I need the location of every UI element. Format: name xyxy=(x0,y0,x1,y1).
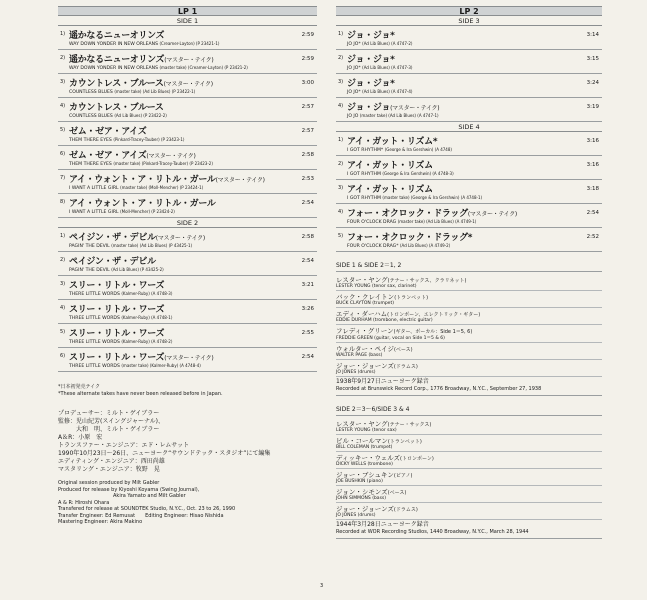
track-row xyxy=(336,180,602,204)
track-title-ja: スリー・リトル・ワーズ(マスター・テイク) xyxy=(69,353,214,363)
track-duration: 2:54 xyxy=(301,354,314,360)
lp1-column xyxy=(58,6,317,526)
member-name-ja: ジョー・ジョーンズ(ドラムス) xyxy=(336,505,418,513)
track-credit: (Ad Lib Blues) (P 23422-2) xyxy=(114,113,167,118)
track-title-ja: ジョ・ジョ* xyxy=(347,55,395,65)
member-role-ja: (ドラムス) xyxy=(393,364,418,370)
track-row xyxy=(336,50,602,74)
track-number: 5) xyxy=(60,127,66,133)
member-role-ja: (トランペット) xyxy=(394,295,429,301)
track-number: 2) xyxy=(338,55,344,61)
track-title-ja: アイ・ウォント・ア・リトル・ガール(マスター・テイク) xyxy=(69,175,265,185)
lp2-header: LP 2 xyxy=(336,6,602,16)
track-title-ja: ジョ・ジョ(マスター・テイク) xyxy=(347,103,440,113)
track-title-en: COUNTLESS BLUES (master take) (Ad Lib Blues) (P 23422-1) xyxy=(69,89,196,95)
track-number: 8) xyxy=(60,199,66,205)
credits-english xyxy=(58,480,317,526)
track-title-ja: アイ・ウォント・ア・リトル・ガール xyxy=(69,199,216,209)
track-duration: 3:18 xyxy=(586,186,599,192)
track-number: 2) xyxy=(60,257,66,263)
personnel-member xyxy=(336,360,602,377)
track-title-en: I GOT RHYTHM (master take) (George & Ira Gershwin) (A 4748-1) xyxy=(347,195,483,201)
track-number: 5) xyxy=(60,329,66,335)
credit-line: 大和 明、ミルト・ゲイブラー xyxy=(58,426,160,433)
track-row xyxy=(58,348,317,372)
track-title-en: I GOT RHYTHM* (George & Ira Gershwin) (A 4748) xyxy=(347,147,452,153)
track-row xyxy=(58,276,317,300)
credit-line: A & R: Hiroshi Ohara xyxy=(58,499,110,506)
member-name-en: JOE BUSHKIN (piano) xyxy=(336,479,383,484)
member-role-ja: (トロンボーン、エレクトリック・ギター) xyxy=(387,312,481,318)
personnel-list xyxy=(336,418,602,520)
track-credit: (master take) (Ad Lib Blues) (P 23422-1) xyxy=(114,89,196,94)
personnel-member xyxy=(336,435,602,452)
track-credit: (Creamer-Layton) (P 23421-1) xyxy=(159,41,220,46)
track-duration: 2:58 xyxy=(301,234,314,240)
member-name-en: EDDIE DURHAM (trombone, electric guitar) xyxy=(336,318,433,323)
track-credit: (Kalmer-Ruby) (A 4748-1) xyxy=(121,315,173,320)
track-number: 2) xyxy=(338,161,344,167)
personnel-session-2 xyxy=(336,404,602,539)
side1-tracklist xyxy=(58,26,317,218)
track-title-ja: フォー・オクロック・ドラッグ* xyxy=(347,233,473,243)
track-row xyxy=(58,146,317,170)
credit-line: A＆R：小原 宏 xyxy=(58,434,103,441)
member-name-en: JO JONES (drums) xyxy=(336,513,376,518)
track-row xyxy=(336,132,602,156)
track-title-ja: 遥かなるニューオリンズ(マスター・テイク) xyxy=(69,55,214,65)
member-role-ja: (ピアノ) xyxy=(393,473,413,479)
personnel-list xyxy=(336,274,602,377)
member-name-ja: エディ・ダーハム(トロンボーン、エレクトリック・ギター) xyxy=(336,310,481,318)
member-role-ja: (テナー・サックス) xyxy=(387,422,432,428)
credit-line: Produced for release by Kiyoshi Koyama (Swing Journal), xyxy=(58,486,200,493)
track-row xyxy=(58,98,317,122)
personnel-session-1 xyxy=(336,260,602,396)
track-number: 4) xyxy=(60,305,66,311)
lp1-header: LP 1 xyxy=(58,6,317,16)
credit-line: Transfer Engineer: Ed Remusat Editing Engineer: Hisao Nishida xyxy=(58,512,224,519)
track-title-en: PAGIN' THE DEVIL (Ad Lib Blues) (P 43425-2) xyxy=(69,267,164,273)
credit-line: プロデューサー：ミルト・ゲイブラー xyxy=(58,410,160,417)
track-row xyxy=(336,204,602,228)
track-title-en: JO JO* (Ad Lib Blues) (A 4747-3) xyxy=(347,65,413,71)
member-name-ja: レスター・ヤング(テナー・サックス) xyxy=(336,420,432,428)
track-duration: 2:54 xyxy=(301,258,314,264)
track-row xyxy=(336,228,602,252)
personnel-member xyxy=(336,274,602,291)
track-title-en: WAY DOWN YONDER IN NEW ORLEANS (master take) (Creamer-Layton) (P 23421-2) xyxy=(69,65,248,71)
take-note: (マスター・テイク) xyxy=(146,153,196,160)
track-number: 1) xyxy=(60,233,66,239)
credit-line: マスタリング・エンジニア：牧野 晃 xyxy=(58,466,160,473)
track-credit: (Pinkard-Tracey-Tauber) (P 23423-1) xyxy=(113,137,185,142)
track-credit: (Ad Lib Blues) (A 4747-3) xyxy=(362,65,413,70)
track-title-ja: ジョ・ジョ* xyxy=(347,79,395,89)
track-row xyxy=(58,26,317,50)
track-credit: (Kalmer-Ruby) (A 4748-2) xyxy=(121,339,173,344)
member-name-ja: ジョー・ブシュキン(ピアノ) xyxy=(336,471,413,479)
track-title-en: I WANT A LITTLE GIRL (master take) (Moll-Mencher) (P 23424-1) xyxy=(69,185,204,191)
personnel-title: SIDE 1 & SIDE 2＝1, 2 xyxy=(336,260,602,272)
track-credit: (master take) (Kalmer-Ruby) (A 4748-4) xyxy=(121,363,201,368)
track-number: 4) xyxy=(338,209,344,215)
member-role-ja: (テナー・サックス、クラリネット) xyxy=(387,278,467,284)
track-duration: 3:00 xyxy=(301,80,314,86)
personnel-member xyxy=(336,452,602,469)
member-name-ja: レスター・ヤング(テナー・サックス、クラリネット) xyxy=(336,276,467,284)
credit-line: エディティング・エンジニア：西田尚雄 xyxy=(58,458,165,465)
track-title-ja: ペイジン・ザ・デビル xyxy=(69,257,156,267)
track-credit: (Ad Lib Blues) (A 4747-4) xyxy=(362,89,413,94)
track-duration: 2:54 xyxy=(586,210,599,216)
page-number: 3 xyxy=(320,583,324,589)
track-title-ja: スリー・リトル・ワーズ xyxy=(69,305,165,315)
side4-tracklist xyxy=(336,132,602,252)
track-row xyxy=(58,74,317,98)
track-duration: 3:24 xyxy=(586,80,599,86)
track-row xyxy=(58,228,317,252)
member-name-en: FREDDIE GREEN (guitar, vocal on Side 1＝5 & 6) xyxy=(336,336,445,341)
track-row xyxy=(336,98,602,122)
track-duration: 2:57 xyxy=(301,128,314,134)
credit-line: トランスファー・エンジニア：エド・レムサット xyxy=(58,442,190,449)
side3-header: SIDE 3 xyxy=(336,16,602,26)
track-title-ja: ゼム・ゼア・アイズ(マスター・テイク) xyxy=(69,151,196,161)
track-duration: 3:16 xyxy=(586,162,599,168)
track-number: 4) xyxy=(60,103,66,109)
side3-tracklist xyxy=(336,26,602,122)
track-row xyxy=(58,122,317,146)
track-credit: (master take) (Pinkard-Tracey-Tauber) (P 23423-2) xyxy=(113,161,213,166)
track-title-en: PAGIN' THE DEVIL (master take) (Ad Lib Blues) (P 43425-1) xyxy=(69,243,193,249)
member-name-ja: ウォルター・ペイジ(ベース) xyxy=(336,345,413,353)
track-title-en: THREE LITTLE WORDS (master take) (Kalmer-Ruby) (A 4748-4) xyxy=(69,363,201,369)
member-role-ja: (ギター、ボーカル：Side 1＝5, 6) xyxy=(393,329,473,335)
track-credit: (George & Ira Gershwin) (A 4748-3) xyxy=(382,171,454,176)
credit-line: Akira Yamato and Milt Gabler xyxy=(58,493,186,499)
track-credit: (George & Ira Gershwin) (A 4748) xyxy=(384,147,452,152)
track-duration: 3:14 xyxy=(586,32,599,38)
track-credit: (Ad Lib Blues) (A 4747-2) xyxy=(362,41,413,46)
take-note: (マスター・テイク) xyxy=(164,57,214,64)
track-title-en: WAY DOWN YONDER IN NEW ORLEANS (Creamer-Layton) (P 23421-1) xyxy=(69,41,220,47)
track-title-ja: ペイジン・ザ・デビル(マスター・テイク) xyxy=(69,233,205,243)
track-credit: (master take) (Ad Lib Blues) (A 4747-1) xyxy=(359,113,439,118)
personnel-member xyxy=(336,486,602,503)
credits-japanese xyxy=(58,410,317,474)
track-number: 3) xyxy=(338,79,344,85)
member-name-en: JO JONES (drums) xyxy=(336,370,376,375)
credit-line: Transfered for release at SOUNDTEK Studio, N.Y.C., Oct. 23 to 26, 1990 xyxy=(58,506,236,512)
track-number: 5) xyxy=(338,233,344,239)
track-number: 7) xyxy=(60,175,66,181)
release-notes xyxy=(58,384,317,398)
recording-en: Recorded at Brunswick Record Corp., 1776 Broadway, N.Y.C., September 27, 1938 xyxy=(336,385,542,392)
recording-en: Recorded at WOR Recording Studios, 1440 Broadway, N.Y.C., March 28, 1944 xyxy=(336,528,529,535)
credit-line: 1990年10月23日〜26日、ニューヨーク“サウンドテック・スタジオ”にて編集 xyxy=(58,450,271,457)
personnel-title: SIDE 2＝3〜6/SIDE 3 & 4 xyxy=(336,404,602,416)
member-name-ja: ディッキー・ウェルズ(トロンボーン) xyxy=(336,454,434,462)
track-duration: 2:57 xyxy=(301,104,314,110)
track-duration: 2:54 xyxy=(301,200,314,206)
note-ja: *日本初発売テイク xyxy=(58,384,101,390)
track-title-en: JO JO (master take) (Ad Lib Blues) (A 4747-1) xyxy=(347,113,439,119)
track-credit: (master take) (Ad Lib Blues) (A 4749-1) xyxy=(397,219,477,224)
track-title-en: THREE LITTLE WORDS (Kalmer-Ruby) (A 4748-2) xyxy=(69,339,173,345)
track-number: 3) xyxy=(60,281,66,287)
track-row xyxy=(336,156,602,180)
track-duration: 2:59 xyxy=(301,32,314,38)
track-number: 1) xyxy=(338,31,344,37)
side1-header: SIDE 1 xyxy=(58,16,317,26)
track-title-en: THEM THERE EYES (Pinkard-Tracey-Tauber) (P 23423-1) xyxy=(69,137,185,143)
track-title-en: FOUR O'CLOCK DRAG (master take) (Ad Lib Blues) (A 4749-1) xyxy=(347,219,477,225)
track-title-ja: スリー・リトル・ワーズ xyxy=(69,329,165,339)
recording-ja: 1938年9月27日ニューヨーク録音 xyxy=(336,378,429,385)
track-title-en: THEM THERE EYES (master take) (Pinkard-Tracey-Tauber) (P 23423-2) xyxy=(69,161,213,167)
credit-line: Mastering Engineer: Akira Makino xyxy=(58,519,143,525)
member-name-en: LESTER YOUNG (tenor sax, clarinet) xyxy=(336,284,417,289)
track-duration: 2:53 xyxy=(301,176,314,182)
recording-info xyxy=(336,377,602,396)
track-duration: 2:58 xyxy=(301,152,314,158)
track-title-ja: フォー・オクロック・ドラッグ(マスター・テイク) xyxy=(347,209,517,219)
track-title-en: COUNTLESS BLUES (Ad Lib Blues) (P 23422-2) xyxy=(69,113,167,119)
recording-info xyxy=(336,520,602,539)
credit-line: 監修：児山紀芳(スイングジャーナル)、 xyxy=(58,418,165,425)
track-credit: (master take) (Moll-Mencher) (P 23424-1) xyxy=(120,185,204,190)
member-name-ja: バック・クレイトン(トランペット) xyxy=(336,293,429,301)
track-duration: 2:52 xyxy=(586,234,599,240)
track-title-ja: カウントレス・ブルース xyxy=(69,103,164,113)
track-row xyxy=(58,252,317,276)
side2-header: SIDE 2 xyxy=(58,218,317,228)
note-en: *These alternate takes have never been released before in Japan. xyxy=(58,391,223,397)
track-row xyxy=(336,26,602,50)
member-name-en: WALTER PAGE (bass) xyxy=(336,353,383,358)
member-role-ja: (トロンボーン) xyxy=(400,456,434,462)
track-title-en: JO JO* (Ad Lib Blues) (A 4747-4) xyxy=(347,89,413,95)
take-note: (マスター・テイク) xyxy=(163,81,213,88)
track-title-en: THREE LITTLE WORDS (Kalmer-Ruby) (A 4748-1) xyxy=(69,315,173,321)
track-credit: (master take) (Creamer-Layton) (P 23421-2) xyxy=(159,65,248,70)
take-note: (マスター・テイク) xyxy=(467,211,517,218)
track-row xyxy=(336,74,602,98)
track-title-ja: アイ・ガット・リズム xyxy=(347,185,433,195)
track-credit: (Moll-Mencher) (P 23424-2) xyxy=(120,209,175,214)
track-title-en: I GOT RHYTHM (George & Ira Gershwin) (A 4748-3) xyxy=(347,171,454,177)
member-name-ja: ジョー・ジョーンズ(ドラムス) xyxy=(336,362,418,370)
track-number: 1) xyxy=(60,31,66,37)
take-note: (マスター・テイク) xyxy=(215,177,265,184)
track-title-ja: アイ・ガット・リズム* xyxy=(347,137,438,147)
track-credit: (master take) (George & Ira Gershwin) (A 4748-1) xyxy=(382,195,483,200)
track-title-ja: カウントレス・ブルース(マスター・テイク) xyxy=(69,79,213,89)
track-duration: 3:16 xyxy=(586,138,599,144)
track-row xyxy=(58,50,317,74)
track-credit: (Kalmer-Ruby) (A 4748-3) xyxy=(121,291,173,296)
credit-line: Original session produced by Milt Gabler xyxy=(58,480,160,486)
track-row xyxy=(58,170,317,194)
track-title-ja: アイ・ガット・リズム xyxy=(347,161,433,171)
track-number: 3) xyxy=(60,79,66,85)
personnel-member xyxy=(336,503,602,520)
track-credit: (Ad Lib Blues) (P 43425-2) xyxy=(111,267,164,272)
take-note: (マスター・テイク) xyxy=(390,105,440,112)
member-role-ja: (ベース) xyxy=(387,490,407,496)
take-note: (マスター・テイク) xyxy=(155,235,205,242)
track-title-ja: スリー・リトル・ワーズ xyxy=(69,281,165,291)
member-name-en: JOHN SIMMONS (bass) xyxy=(336,496,387,501)
track-number: 6) xyxy=(60,353,66,359)
track-row xyxy=(58,194,317,218)
track-duration: 3:26 xyxy=(301,306,314,312)
track-title-ja: ジョ・ジョ* xyxy=(347,31,395,41)
track-title-ja: 遥かなるニューオリンズ xyxy=(69,31,165,41)
member-name-ja: ジョン・シモンズ(ベース) xyxy=(336,488,407,496)
track-number: 1) xyxy=(338,137,344,143)
track-duration: 2:59 xyxy=(301,56,314,62)
track-number: 2) xyxy=(60,55,66,61)
side4-header: SIDE 4 xyxy=(336,122,602,132)
track-number: 6) xyxy=(60,151,66,157)
member-role-ja: (トランペット) xyxy=(387,439,422,445)
personnel-member xyxy=(336,308,602,325)
track-title-en: THERE LITTLE WORDS (Kalmer-Ruby) (A 4748-3) xyxy=(69,291,173,297)
track-credit: (Ad Lib Blues) (A 4749-2) xyxy=(399,243,451,248)
track-row xyxy=(58,300,317,324)
track-title-ja: ゼム・ゼア・アイズ xyxy=(69,127,147,137)
take-note: (マスター・テイク) xyxy=(164,355,214,362)
personnel-member xyxy=(336,418,602,435)
track-number: 3) xyxy=(338,185,344,191)
recording-ja: 1944年3月28日ニューヨーク録音 xyxy=(336,521,429,528)
member-name-en: DICKY WELLS (trombone) xyxy=(336,462,393,467)
track-row xyxy=(58,324,317,348)
track-duration: 3:19 xyxy=(586,104,599,110)
member-role-ja: (ドラムス) xyxy=(393,507,418,513)
personnel-member xyxy=(336,343,602,360)
member-role-ja: (ベース) xyxy=(393,347,413,353)
lp2-column xyxy=(336,6,602,539)
track-title-en: JO JO* (Ad Lib Blues) (A 4747-2) xyxy=(347,41,413,47)
member-name-ja: ビル・コールマン(トランペット) xyxy=(336,437,422,445)
track-title-en: I WANT A LITTLE GIRL (Moll-Mencher) (P 23424-2) xyxy=(69,209,175,215)
personnel-member xyxy=(336,325,602,343)
member-name-ja: フレディ・グリーン(ギター、ボーカル：Side 1＝5, 6) xyxy=(336,327,473,335)
side2-tracklist xyxy=(58,228,317,372)
track-duration: 3:21 xyxy=(301,282,314,288)
track-credit: (master take) (Ad Lib Blues) (P 43425-1) xyxy=(111,243,193,248)
track-duration: 2:55 xyxy=(301,330,314,336)
personnel-member xyxy=(336,469,602,486)
track-number: 4) xyxy=(338,103,344,109)
personnel-member xyxy=(336,291,602,308)
member-name-en: BUCK CLAYTON (trumpet) xyxy=(336,301,394,306)
track-title-en: FOUR O'CLOCK DRAG* (Ad Lib Blues) (A 4749-2) xyxy=(347,243,451,249)
member-name-en: LESTER YOUNG (tenor sax) xyxy=(336,428,397,433)
member-name-en: BILL COLEMAN (trumpet) xyxy=(336,445,393,450)
track-duration: 3:15 xyxy=(586,56,599,62)
